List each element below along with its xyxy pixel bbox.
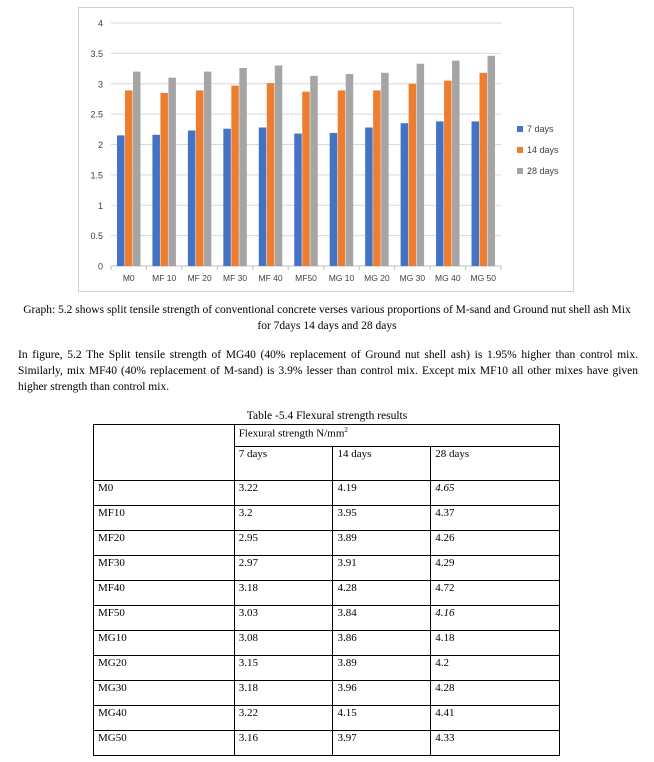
x-tick-label: MF 10 — [152, 273, 177, 283]
value-cell: 4.2 — [431, 656, 560, 681]
group-header — [234, 425, 559, 447]
value-cell: 2.95 — [234, 531, 333, 556]
value-cell: 3.89 — [333, 656, 431, 681]
legend-swatch — [517, 168, 523, 174]
mix-cell: MG50 — [94, 731, 235, 756]
bar — [365, 127, 373, 266]
bar — [223, 129, 231, 266]
value-cell: 3.03 — [234, 606, 333, 631]
bar — [472, 121, 480, 266]
table-row — [94, 631, 560, 656]
value-cell: 4.33 — [431, 731, 560, 756]
value-cell: 3.89 — [333, 531, 431, 556]
table-row — [94, 506, 560, 531]
bar — [417, 64, 425, 266]
mix-cell: MG40 — [94, 706, 235, 731]
x-tick-label: MG 10 — [328, 273, 355, 283]
value-cell: 4.19 — [333, 481, 431, 506]
bar — [152, 135, 160, 266]
chart-svg — [79, 8, 575, 293]
caption-line-1: Graph: 5.2 shows split tensile strength of conventional concrete verses various proportions of M-sand and Ground nut shell ash Mix — [23, 304, 631, 316]
bar — [267, 83, 275, 266]
value-cell: 3.18 — [234, 581, 333, 606]
y-tick-label: 3 — [97, 79, 103, 90]
mix-cell: MG20 — [94, 656, 235, 681]
mix-cell: MF40 — [94, 581, 235, 606]
y-tick-label: 4 — [97, 18, 103, 29]
bar — [452, 61, 460, 266]
col-header-7-days: 7 days — [234, 447, 333, 481]
x-tick-label: MG 20 — [364, 273, 390, 283]
bar — [125, 90, 132, 266]
x-tick-label: MF50 — [295, 273, 317, 283]
bar — [346, 74, 354, 266]
table-row — [94, 731, 560, 756]
table-row — [94, 531, 560, 556]
value-cell: 4.18 — [431, 631, 560, 656]
x-tick-label: M0 — [122, 273, 135, 283]
value-cell: 4.72 — [431, 581, 560, 606]
caption-line-2: for 7days 14 days and 28 days — [257, 320, 397, 332]
table-row — [94, 481, 560, 506]
mix-header-cell — [94, 425, 235, 481]
col-header-28-days: 28 days — [431, 447, 560, 481]
value-cell: 4.29 — [431, 556, 560, 581]
value-cell: 3.86 — [333, 631, 431, 656]
bar — [231, 86, 239, 266]
value-cell: 3.97 — [333, 731, 431, 756]
bar — [381, 73, 389, 266]
value-cell: 4.28 — [431, 681, 560, 706]
table-row — [94, 656, 560, 681]
value-cell: 3.2 — [234, 506, 333, 531]
value-cell: 4.16 — [431, 606, 560, 631]
y-tick-label: 1 — [97, 200, 103, 211]
x-tick-label: MG 30 — [399, 273, 426, 283]
bar — [160, 93, 168, 266]
table-title: Table -5.4 Flexural strength results — [246, 410, 408, 422]
x-tick-label: MF 40 — [258, 273, 283, 283]
bar — [204, 72, 212, 266]
bar — [168, 78, 176, 266]
bar — [373, 90, 381, 266]
mix-cell: MF50 — [94, 606, 235, 631]
bar — [401, 123, 409, 266]
bar — [275, 66, 283, 266]
bar — [133, 72, 141, 266]
y-tick-label: 2 — [97, 140, 103, 150]
y-tick-label: 2.5 — [90, 109, 103, 120]
legend-swatch — [517, 126, 523, 132]
y-tick-label: 3.5 — [90, 48, 103, 59]
value-cell: 3.84 — [333, 606, 431, 631]
split-tensile-chart — [78, 7, 574, 292]
table-row — [94, 606, 560, 631]
x-tick-label: MF 30 — [223, 273, 248, 283]
bar — [188, 131, 196, 266]
value-cell: 3.18 — [234, 681, 333, 706]
value-cell: 2.97 — [234, 556, 333, 581]
bar — [259, 127, 267, 266]
graph-caption — [10, 302, 644, 334]
x-tick-label: MF 20 — [187, 273, 212, 283]
value-cell: 3.91 — [333, 556, 431, 581]
value-cell: 3.08 — [234, 631, 333, 656]
x-tick-label: MG 40 — [435, 273, 461, 283]
value-cell: 4.28 — [333, 581, 431, 606]
bar — [117, 135, 125, 266]
legend-label: 28 days — [527, 166, 559, 176]
bar — [409, 84, 417, 266]
group-header-text: Flexural strength N/mm — [238, 427, 345, 440]
bar — [330, 133, 338, 266]
bar — [196, 90, 204, 266]
value-cell: 3.96 — [333, 681, 431, 706]
mix-cell: MG30 — [94, 681, 235, 706]
value-cell: 3.22 — [234, 706, 333, 731]
table-row — [94, 681, 560, 706]
bar — [302, 92, 310, 266]
legend-label: 14 days — [527, 145, 559, 155]
y-tick-label: 0 — [97, 261, 103, 272]
legend-swatch — [517, 147, 523, 153]
bar — [444, 81, 452, 266]
bar — [488, 56, 496, 266]
bar — [239, 68, 247, 266]
value-cell: 4.65 — [431, 481, 560, 506]
value-cell: 3.95 — [333, 506, 431, 531]
table-row — [94, 706, 560, 731]
mix-cell: MF20 — [94, 531, 235, 556]
value-cell: 3.15 — [234, 656, 333, 681]
body-paragraph: In figure, 5.2 The Split tensile strength of MG40 (40% replacement of Ground nut shell ash) is 1.95% higher than control mix. Similarly, mix MF40 (40% replacement of M-sand) is 3.9% lesser than control mix. Except mix MF10 all other mixes have given higher strength than control mix. — [18, 349, 638, 393]
y-tick-label: 0.5 — [90, 231, 103, 242]
legend-label: 7 days — [527, 124, 554, 134]
y-tick-label: 1.5 — [90, 170, 103, 181]
mix-cell: MF30 — [94, 556, 235, 581]
table-row — [94, 581, 560, 606]
x-tick-label: MG 50 — [470, 273, 497, 283]
mix-cell: MF10 — [94, 506, 235, 531]
flexural-strength-table — [93, 424, 560, 756]
value-cell: 4.37 — [431, 506, 560, 531]
value-cell: 4.26 — [431, 531, 560, 556]
value-cell: 3.22 — [234, 481, 333, 506]
value-cell: 4.15 — [333, 706, 431, 731]
bar — [338, 90, 346, 266]
bar — [480, 73, 488, 266]
bar — [310, 76, 318, 266]
table-row — [94, 556, 560, 581]
mix-cell: M0 — [94, 481, 235, 506]
value-cell: 3.16 — [234, 731, 333, 756]
col-header-14-days: 14 days — [333, 447, 431, 481]
mix-cell: MG10 — [94, 631, 235, 656]
bar — [294, 134, 302, 266]
value-cell: 4.41 — [431, 706, 560, 731]
bar — [436, 121, 444, 266]
group-header-sup: 2 — [344, 426, 348, 434]
